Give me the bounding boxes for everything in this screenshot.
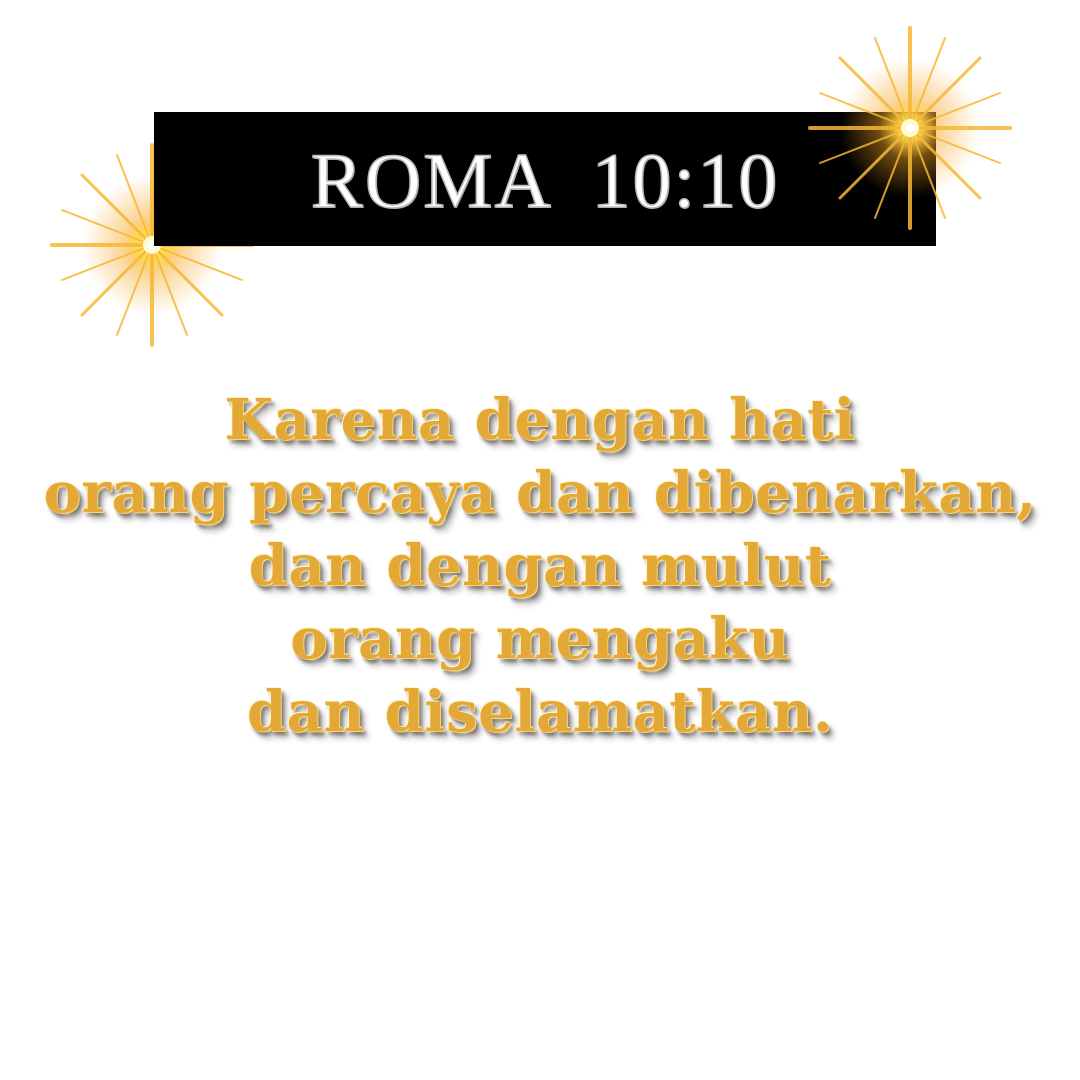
verse-line: orang mengaku: [290, 606, 790, 672]
verse-line: dan dengan mulut: [248, 533, 832, 599]
title-banner: [154, 112, 936, 246]
verse-line: dan diselamatkan.: [247, 679, 833, 745]
page-title: ROMA 10:10: [310, 137, 780, 224]
verse-text: [0, 384, 1080, 749]
verse-line: Karena dengan hati: [224, 387, 856, 453]
verse-line: orang percaya dan dibenarkan,: [43, 460, 1037, 526]
